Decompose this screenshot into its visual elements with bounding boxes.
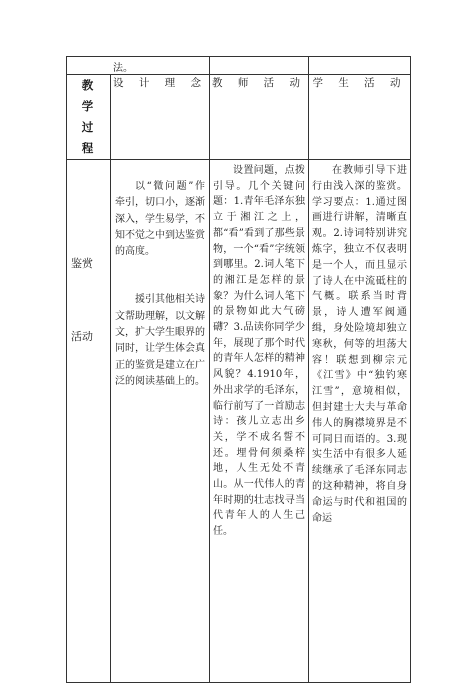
empty-cell — [309, 57, 411, 75]
header-student — [309, 75, 411, 160]
header-row — [67, 75, 411, 160]
continued-cell — [67, 57, 210, 75]
design-paragraph-2: 援引其他相关诗文帮助理解，以文解文，扩大学生眼界的同时，让学生体会真正的鉴赏是建立在广泛的阅读基础上的。 — [115, 294, 205, 387]
header-teacher — [210, 75, 309, 160]
phase-label-2: 活动 — [71, 330, 93, 343]
phase-cell — [67, 160, 111, 683]
content-row — [67, 160, 411, 683]
teacher-cell — [210, 160, 309, 683]
teacher-paragraph: 设置问题，点拨引导。几个关键问题：1.青年毛泽东独立于湘江之上，都“看”看到了那些景物，一个“看”字统领到哪里。2.词人笔下的湘江是怎样的景象？为什么词人笔下的景物如此大气磅礴？3.品读你同学少年，展现了那个时代的青年人怎样的精神风貌？4.1910年，外出求学的毛泽东，临行前写了一首励志诗：孩儿立志出乡关，学不成名誓不还。埋骨何须桑梓地，人生无处不青山。从一代伟人的青年时期的壮志找寻当代青年人的人生己任。 — [213, 165, 305, 538]
design-label: 设 计 理 念 — [112, 77, 207, 89]
header-design — [111, 75, 210, 160]
lesson-plan-table — [66, 56, 411, 683]
student-label: 学 生 活 动 — [312, 77, 407, 89]
teacher-label: 教 师 活 动 — [211, 77, 306, 89]
process-label: 教 学 过 程 — [81, 78, 100, 155]
continued-text: 法。 — [113, 63, 133, 74]
continued-row — [67, 57, 411, 75]
design-cell — [111, 160, 210, 683]
phase-label-1: 鉴赏 — [71, 257, 93, 270]
header-process — [67, 75, 111, 160]
empty-cell — [210, 57, 309, 75]
student-cell — [309, 160, 411, 683]
student-paragraph: 在教师引导下进行由浅入深的鉴赏。学习要点：1.通过图画进行讲解，清晰直观。2.诗词特别讲究炼字，独立不仅表明是一个人，而且显示了诗人在中流砥柱的气概。联系当时背景，诗人遭军阀通缉，身处险境却独立寒秋，何等的坦荡大容！联想到柳宗元《江雪》中“独钓寒江雪”，意境相似，但封建士大夫与革命伟人的胸襟境界是不可同日而语的。3.现实生活中有很多人延续继承了毛泽东同志的这种精神，将自身命运与时代和祖国的命运 — [312, 165, 407, 524]
design-paragraph-1: 以“微问题”作牵引，切口小，逐渐深入，学生易学，不知不觉之中到达鉴赏的高度。 — [115, 181, 205, 258]
